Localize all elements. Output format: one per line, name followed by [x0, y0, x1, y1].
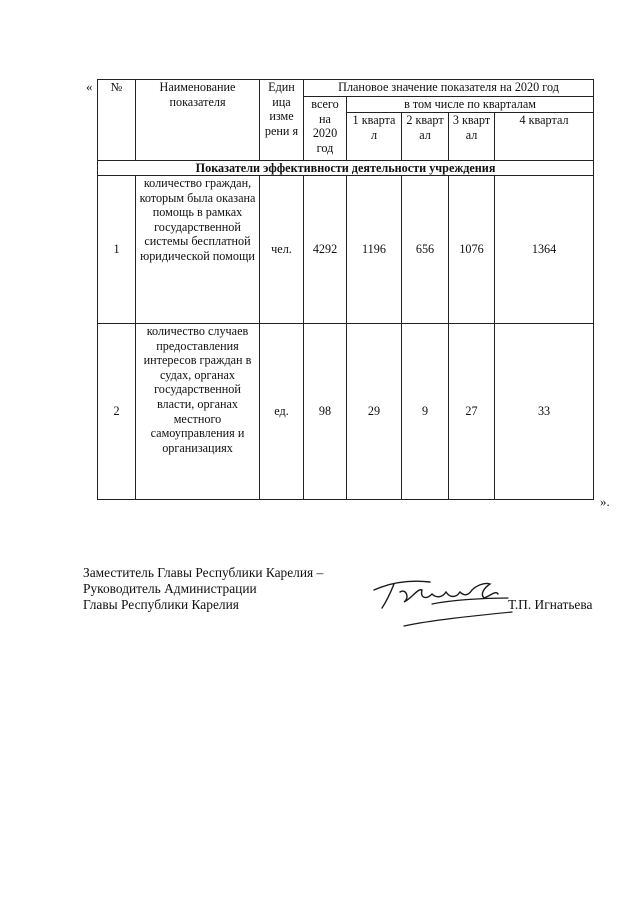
row-q1: 1196: [347, 176, 402, 324]
signatory-name: Т.П. Игнатьева: [508, 597, 593, 612]
col-header-num: №: [98, 80, 136, 161]
col-header-q3: 3 кварт ал: [449, 113, 495, 161]
row-unit: ед.: [260, 324, 304, 500]
row-total: 98: [304, 324, 347, 500]
row-q3: 27: [449, 324, 495, 500]
closing-quote: ».: [600, 494, 610, 509]
indicators-table: [97, 79, 594, 500]
signatory-line-3: Главы Республики Карелия: [83, 597, 239, 612]
table-row: [98, 176, 594, 324]
opening-quote: «: [86, 79, 93, 94]
col-header-q4: 4 квартал: [495, 113, 594, 161]
signatory-line-2: Руководитель Администрации: [83, 581, 257, 596]
col-header-unit: Един ица изме рени я: [260, 80, 304, 161]
signatory-title: [83, 565, 323, 613]
section-title: Показатели эффективности деятельности учреждения: [98, 161, 594, 176]
col-header-plan: Плановое значение показателя на 2020 год: [304, 80, 594, 97]
row-q2: 9: [402, 324, 449, 500]
row-total: 4292: [304, 176, 347, 324]
row-num: 1: [98, 176, 136, 324]
row-q4: 33: [495, 324, 594, 500]
row-unit: чел.: [260, 176, 304, 324]
row-q2: 656: [402, 176, 449, 324]
signatory-line-1: Заместитель Главы Республики Карелия –: [83, 565, 324, 580]
table-row: [98, 324, 594, 500]
col-header-q1: 1 кварта л: [347, 113, 402, 161]
col-header-name: Наименование показателя: [136, 80, 260, 161]
row-name: количество случаев предоставления интересов граждан в судах, органах государственной власти, органах местного самоуправления и организациях: [136, 324, 260, 500]
section-row: [98, 161, 594, 176]
row-name: количество граждан, которым была оказана помощь в рамках государственной системы бесплатной юридической помощи: [136, 176, 260, 324]
row-num: 2: [98, 324, 136, 500]
col-header-quarters: в том числе по кварталам: [347, 97, 594, 113]
header-row-1: [98, 80, 594, 97]
col-header-q2: 2 кварт ал: [402, 113, 449, 161]
row-q1: 29: [347, 324, 402, 500]
row-q3: 1076: [449, 176, 495, 324]
handwritten-signature: [372, 568, 522, 632]
row-q4: 1364: [495, 176, 594, 324]
col-header-total: всего на 2020 год: [304, 97, 347, 161]
